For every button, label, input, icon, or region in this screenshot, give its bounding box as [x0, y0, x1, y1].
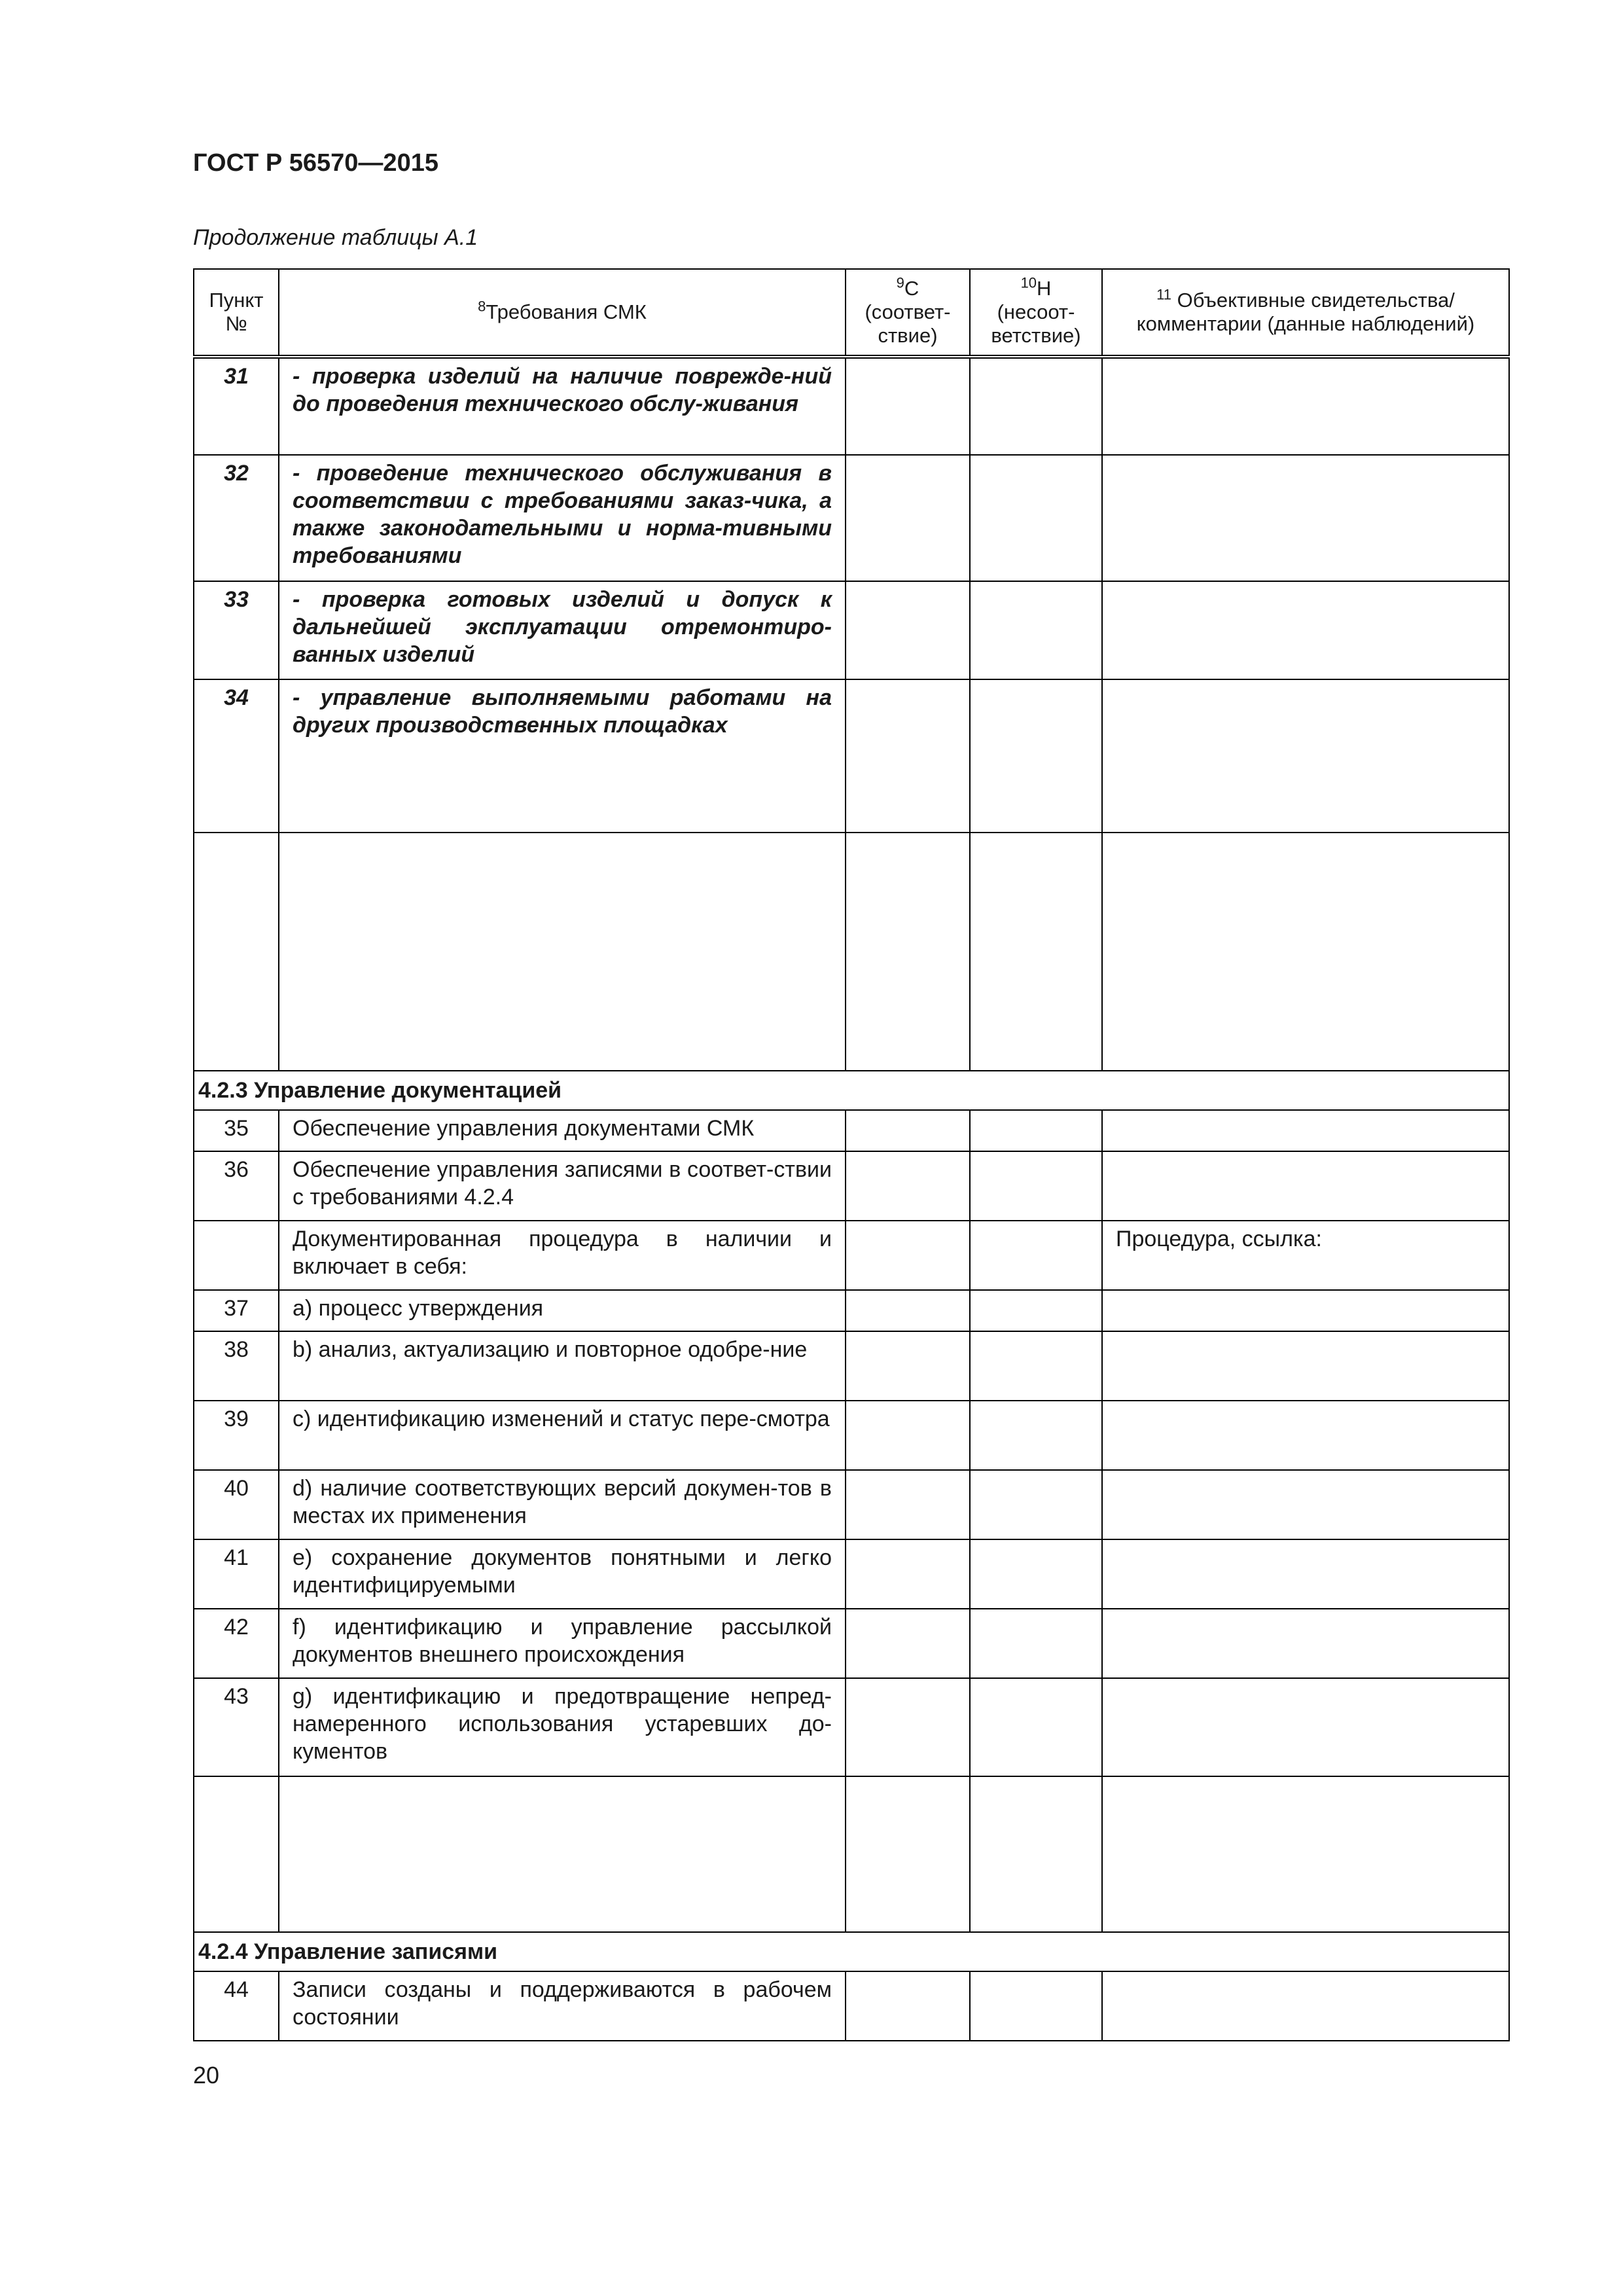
table-row [194, 357, 1509, 455]
row-conformity-cell [846, 1110, 970, 1151]
row-nonconformity-cell [970, 455, 1102, 581]
row-requirement: Документированная процедура в наличии и включает в себя: [279, 1221, 846, 1290]
row-requirement [279, 833, 846, 1071]
row-nonconformity-cell [970, 1331, 1102, 1401]
table-row [194, 1539, 1509, 1609]
row-requirement: c) идентификацию изменений и статус пере-смотра [279, 1401, 846, 1470]
row-requirement [279, 1776, 846, 1932]
row-nonconformity-cell [970, 1290, 1102, 1331]
row-requirement: d) наличие соответствующих версий докумен-тов в местах их применения [279, 1470, 846, 1539]
row-conformity-cell [846, 581, 970, 679]
row-nonconformity-cell [970, 833, 1102, 1071]
row-number: 38 [194, 1331, 279, 1401]
table-row [194, 581, 1509, 679]
row-evidence-cell [1102, 1609, 1509, 1678]
table-row [194, 1971, 1509, 2041]
row-number [194, 1776, 279, 1932]
row-conformity-cell [846, 1971, 970, 2041]
table-row [194, 1331, 1509, 1401]
row-conformity-cell [846, 1470, 970, 1539]
row-evidence-cell [1102, 1401, 1509, 1470]
row-requirement: Обеспечение управления записями в соответ-ствии с требованиями 4.2.4 [279, 1151, 846, 1221]
row-conformity-cell [846, 679, 970, 833]
row-nonconformity-cell [970, 1971, 1102, 2041]
empty-row [194, 833, 1509, 1071]
row-evidence-cell [1102, 1470, 1509, 1539]
table-row [194, 1151, 1509, 1221]
table-row [194, 679, 1509, 833]
row-evidence-cell [1102, 1678, 1509, 1776]
row-requirement: - проверка готовых изделий и допуск к дальнейшей эксплуатации отремонтиро-ванных изделий [279, 581, 846, 679]
row-conformity-cell [846, 1401, 970, 1470]
document-title: ГОСТ Р 56570—2015 [193, 149, 438, 177]
row-number: 31 [194, 357, 279, 455]
requirements-table [193, 268, 1510, 2041]
row-evidence-cell [1102, 1331, 1509, 1401]
table-row [194, 1470, 1509, 1539]
table-row [194, 1678, 1509, 1776]
row-nonconformity-cell [970, 357, 1102, 455]
row-conformity-cell [846, 1776, 970, 1932]
row-evidence-cell [1102, 1290, 1509, 1331]
row-evidence-cell [1102, 1776, 1509, 1932]
row-evidence-cell [1102, 1971, 1509, 2041]
row-requirement: Обеспечение управления документами СМК [279, 1110, 846, 1151]
row-number: 39 [194, 1401, 279, 1470]
table-header-row [194, 269, 1509, 357]
row-nonconformity-cell [970, 1151, 1102, 1221]
table-row [194, 1609, 1509, 1678]
row-conformity-cell [846, 833, 970, 1071]
section-heading: 4.2.3 Управление документацией [194, 1071, 1509, 1110]
row-requirement: g) идентификацию и предотвращение непред-намеренного использования устаревших до-кументов [279, 1678, 846, 1776]
row-nonconformity-cell [970, 1470, 1102, 1539]
row-conformity-cell [846, 1609, 970, 1678]
row-number: 35 [194, 1110, 279, 1151]
row-evidence-cell [1102, 833, 1509, 1071]
table-row [194, 455, 1509, 581]
row-evidence-cell [1102, 1539, 1509, 1609]
row-nonconformity-cell [970, 581, 1102, 679]
row-nonconformity-cell [970, 1401, 1102, 1470]
table-caption: Продолжение таблицы А.1 [193, 225, 478, 250]
section-heading: 4.2.4 Управление записями [194, 1932, 1509, 1971]
row-conformity-cell [846, 1151, 970, 1221]
empty-row [194, 1776, 1509, 1932]
row-requirement: - проведение технического обслуживания в соответствии с требованиями заказ-чика, а также законодательными и норма-тивными требованиями [279, 455, 846, 581]
header-nonconformity: $^{10}$Н (несоот- ветствие) [970, 269, 1102, 357]
row-nonconformity-cell [970, 1678, 1102, 1776]
row-number: 41 [194, 1539, 279, 1609]
row-requirement: b) анализ, актуализацию и повторное одобре-ние [279, 1331, 846, 1401]
row-requirement: a) процесс утверждения [279, 1290, 846, 1331]
row-number: 40 [194, 1470, 279, 1539]
row-nonconformity-cell [970, 679, 1102, 833]
header-requirements: $^8$Требования СМК [279, 269, 846, 357]
page-number: 20 [193, 2062, 220, 2089]
row-number: 34 [194, 679, 279, 833]
row-number: 32 [194, 455, 279, 581]
table-row [194, 1221, 1509, 1290]
row-requirement: - проверка изделий на наличие поврежде-ний до проведения технического обслу-живания [279, 357, 846, 455]
row-evidence-cell [1102, 581, 1509, 679]
table-row [194, 1110, 1509, 1151]
header-evidence: $^{11}$ Объективные свидетельства/ комментарии (данные наблюдений) [1102, 269, 1509, 357]
table-row [194, 1290, 1509, 1331]
row-number: 42 [194, 1609, 279, 1678]
row-evidence-cell: Процедура, ссылка: [1102, 1221, 1509, 1290]
row-evidence-cell [1102, 357, 1509, 455]
row-requirement: f) идентификацию и управление рассылкой документов внешнего происхождения [279, 1609, 846, 1678]
row-conformity-cell [846, 357, 970, 455]
row-conformity-cell [846, 1678, 970, 1776]
row-evidence-cell [1102, 1110, 1509, 1151]
row-evidence-cell [1102, 679, 1509, 833]
row-number: 37 [194, 1290, 279, 1331]
header-conformity: $^9$С (соответ- ствие) [846, 269, 970, 357]
row-conformity-cell [846, 1221, 970, 1290]
row-requirement: e) сохранение документов понятными и легко идентифицируемыми [279, 1539, 846, 1609]
header-num: Пункт № [194, 269, 279, 357]
section-heading-row [194, 1932, 1509, 1971]
row-nonconformity-cell [970, 1221, 1102, 1290]
row-requirement: Записи созданы и поддерживаются в рабочем состоянии [279, 1971, 846, 2041]
row-number [194, 833, 279, 1071]
row-evidence-cell [1102, 455, 1509, 581]
row-number [194, 1221, 279, 1290]
row-conformity-cell [846, 1290, 970, 1331]
row-number: 44 [194, 1971, 279, 2041]
row-conformity-cell [846, 1331, 970, 1401]
row-number: 33 [194, 581, 279, 679]
row-number: 36 [194, 1151, 279, 1221]
row-number: 43 [194, 1678, 279, 1776]
row-conformity-cell [846, 455, 970, 581]
row-nonconformity-cell [970, 1110, 1102, 1151]
section-heading-row [194, 1071, 1509, 1110]
row-requirement: - управление выполняемыми работами на других производственных площадках [279, 679, 846, 833]
row-evidence-cell [1102, 1151, 1509, 1221]
row-nonconformity-cell [970, 1539, 1102, 1609]
table-row [194, 1401, 1509, 1470]
row-conformity-cell [846, 1539, 970, 1609]
row-nonconformity-cell [970, 1609, 1102, 1678]
row-nonconformity-cell [970, 1776, 1102, 1932]
